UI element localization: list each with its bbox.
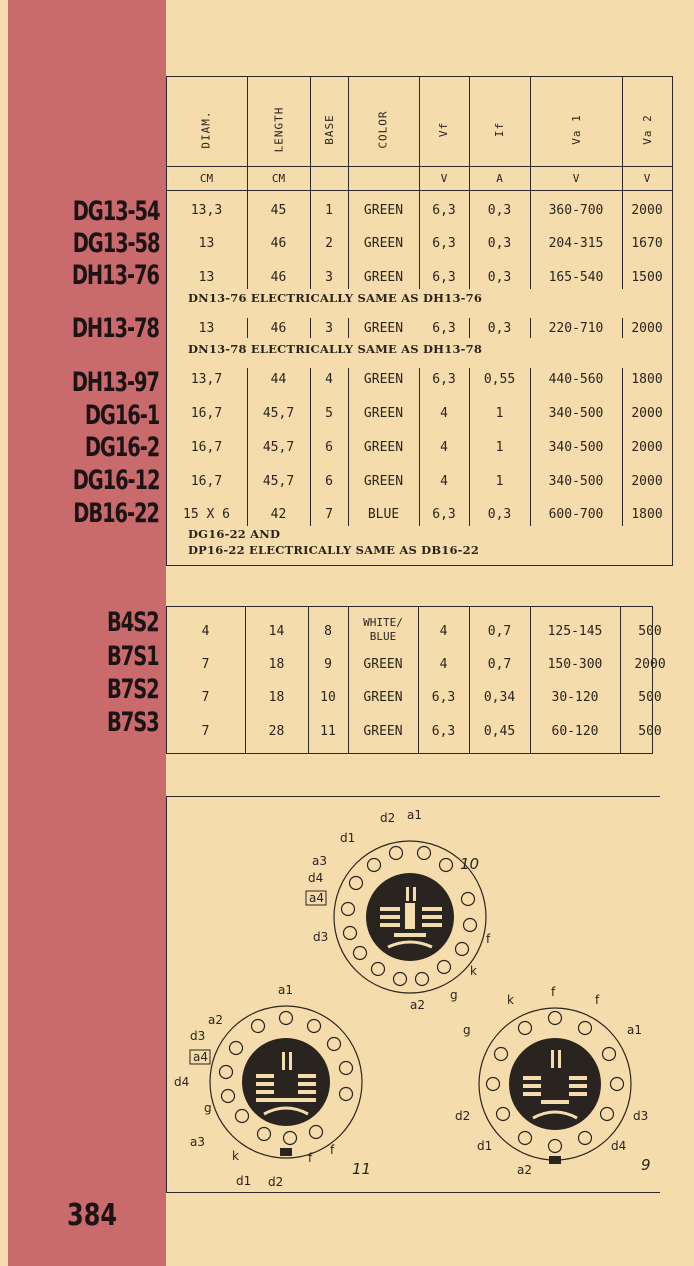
table-cell: 204-315 <box>548 236 604 251</box>
table-cell: 1 <box>325 203 333 218</box>
table-rule <box>166 565 672 566</box>
table-cell: 500 <box>638 624 662 639</box>
tube-name: DG16-1 <box>84 400 159 431</box>
svg-text:g: g <box>204 1101 212 1115</box>
tube-name: DH13-78 <box>71 313 159 344</box>
unit-label: V <box>572 172 580 185</box>
table-cell: 340-500 <box>548 440 604 455</box>
svg-text:f: f <box>486 932 491 946</box>
svg-text:d2: d2 <box>455 1109 471 1123</box>
tube-name: DG13-54 <box>72 196 159 227</box>
tube-name: DH13-97 <box>71 367 159 398</box>
table-cell: 3 <box>325 321 333 336</box>
table-cell: 46 <box>270 236 287 251</box>
table-cell: GREEN <box>363 440 404 455</box>
unit-label: V <box>643 172 651 185</box>
note: DP16-22 ELECTRICALLY SAME AS DB16-22 <box>188 543 480 557</box>
table-cell: 7 <box>201 657 210 672</box>
svg-text:f: f <box>308 1151 313 1165</box>
table-cell: 2000 <box>631 474 663 489</box>
table-cell: GREEN <box>363 203 404 218</box>
table-cell: GREEN <box>363 690 403 705</box>
table-cell: 6,3 <box>431 724 456 739</box>
table-cell: 28 <box>268 724 285 739</box>
table-cell: 46 <box>270 270 287 285</box>
table-cell: 4 <box>440 474 448 489</box>
table-cell: 1800 <box>631 372 663 387</box>
svg-text:d1: d1 <box>340 831 356 845</box>
table-cell: 500 <box>638 724 662 739</box>
tube-name: DH13-76 <box>71 260 159 291</box>
svg-text:g: g <box>463 1023 471 1037</box>
table-cell: 6 <box>325 440 333 455</box>
column-header: If <box>493 121 506 138</box>
table-cell: 0,3 <box>487 203 512 218</box>
table-cell: BLUE <box>367 507 400 522</box>
table-cell: 6,3 <box>432 372 456 387</box>
table-cell: 4 <box>201 624 210 639</box>
svg-text:d2: d2 <box>380 811 396 825</box>
table-cell: GREEN <box>363 321 404 336</box>
tube-name: B4S2 <box>107 607 159 638</box>
table-cell: 16,7 <box>190 474 223 489</box>
base-diagram-11 <box>174 983 371 1189</box>
table-cell: 16,7 <box>190 406 223 421</box>
table-cell: GREEN <box>363 724 403 739</box>
column-header: DIAM. <box>200 110 213 149</box>
note: DN13-76 ELECTRICALLY SAME AS DH13-76 <box>188 291 483 305</box>
table-cell: 13,7 <box>190 372 223 387</box>
table-cell: 13 <box>198 236 215 251</box>
table-cell: 18 <box>268 690 285 705</box>
table-cell: 0,45 <box>483 724 516 739</box>
svg-text:a2: a2 <box>410 998 425 1012</box>
tube-name: B7S2 <box>107 674 159 705</box>
table-rule <box>672 76 673 566</box>
table-cell: 14 <box>268 624 285 639</box>
table-cell: 6,3 <box>432 507 456 522</box>
unit-label: A <box>496 172 503 185</box>
svg-text:d4: d4 <box>308 871 324 885</box>
table-cell: 6,3 <box>432 321 456 336</box>
table-cell: 6,3 <box>432 236 456 251</box>
table-cell: GREEN <box>363 236 404 251</box>
table-cell: 1670 <box>631 236 663 251</box>
table-cell: 220-710 <box>548 321 604 336</box>
table-cell: 1 <box>495 474 504 489</box>
page-number: 384 <box>67 1198 118 1233</box>
table-rule <box>166 753 652 754</box>
table-cell: 6 <box>325 474 333 489</box>
table-cell: 10 <box>320 690 336 705</box>
table-cell: 5 <box>325 406 333 421</box>
table-cell: 8 <box>324 624 332 639</box>
svg-text:d4: d4 <box>611 1139 627 1153</box>
svg-text:d1: d1 <box>477 1139 493 1153</box>
svg-text:10: 10 <box>460 855 480 873</box>
svg-text:a4: a4 <box>309 891 324 905</box>
table-cell: 2000 <box>631 321 663 336</box>
svg-text:a3: a3 <box>190 1135 205 1149</box>
table-rule <box>166 606 652 607</box>
base-diagram-9 <box>455 985 651 1177</box>
column-header: BASE <box>322 114 336 145</box>
svg-text:d2: d2 <box>268 1175 284 1189</box>
svg-text:a1: a1 <box>627 1023 642 1037</box>
column-header: LENGTH <box>272 106 285 153</box>
tube-name: B7S3 <box>107 707 159 738</box>
table-cell: 6,3 <box>432 270 456 285</box>
tube-name: DG13-58 <box>72 228 159 259</box>
svg-text:k: k <box>470 964 477 978</box>
svg-text:f: f <box>551 985 556 999</box>
table-cell: 18 <box>268 657 285 672</box>
tube-name: B7S1 <box>107 641 159 672</box>
svg-text:a3: a3 <box>312 854 327 868</box>
table-cell: 2000 <box>634 657 666 672</box>
note: DG16-22 AND <box>188 527 281 541</box>
column-header: COLOR <box>377 110 390 149</box>
svg-text:a2: a2 <box>208 1013 223 1027</box>
table-cell: 16,7 <box>190 440 223 455</box>
table-cell: 4 <box>325 372 333 387</box>
table-cell: 2 <box>325 236 333 251</box>
table-cell: 30-120 <box>551 690 599 705</box>
svg-text:k: k <box>232 1149 239 1163</box>
table-cell: 340-500 <box>548 474 604 489</box>
table-cell: 2000 <box>631 203 663 218</box>
table-cell: 1500 <box>631 270 663 285</box>
table-cell: GREEN <box>363 372 404 387</box>
svg-text:d3: d3 <box>313 930 329 944</box>
table-cell: 4 <box>440 440 448 455</box>
table-cell: 45,7 <box>262 440 295 455</box>
svg-text:d1: d1 <box>236 1174 252 1188</box>
svg-text:k: k <box>507 993 514 1007</box>
table-cell: 7 <box>201 724 210 739</box>
table-cell: WHITE/ BLUE <box>363 616 403 643</box>
table-cell: 600-700 <box>548 507 604 522</box>
table-cell: GREEN <box>363 406 404 421</box>
svg-text:a4: a4 <box>193 1050 208 1064</box>
table-cell: 9 <box>324 657 332 672</box>
table-cell: 45,7 <box>262 406 295 421</box>
base-diagram-10 <box>306 808 491 1012</box>
svg-text:d3: d3 <box>633 1109 649 1123</box>
table-cell: 0,3 <box>487 321 512 336</box>
table-cell: 0,7 <box>487 624 512 639</box>
table-cell: 3 <box>325 270 333 285</box>
svg-text:f: f <box>330 1143 335 1157</box>
table-cell: 0,55 <box>483 372 516 387</box>
unit-label: CM <box>199 172 214 185</box>
table-cell: 1 <box>495 440 504 455</box>
table-cell: 13,3 <box>190 203 223 218</box>
table-cell: 0,3 <box>487 507 512 522</box>
table-cell: 500 <box>638 690 662 705</box>
column-header: Va 1 <box>569 114 583 145</box>
table-cell: 7 <box>201 690 210 705</box>
base-diagrams <box>166 796 666 1196</box>
tube-name: DG16-12 <box>72 465 159 496</box>
unit-label: CM <box>271 172 286 185</box>
svg-text:11: 11 <box>352 1160 372 1178</box>
column-header: Vf <box>437 121 451 138</box>
table-cell: 4 <box>440 406 448 421</box>
table-cell: 7 <box>325 507 333 522</box>
table-cell: 0,34 <box>483 690 516 705</box>
table-cell: 1 <box>495 406 504 421</box>
note: DN13-78 ELECTRICALLY SAME AS DH13-78 <box>188 342 483 356</box>
table-cell: 4 <box>439 657 448 672</box>
table-cell: 440-560 <box>548 372 604 387</box>
table-cell: 2000 <box>631 440 663 455</box>
table-cell: 0,3 <box>487 270 512 285</box>
table-cell: 6,3 <box>432 203 456 218</box>
svg-text:9: 9 <box>641 1156 651 1174</box>
table-cell: 4 <box>439 624 448 639</box>
table-cell: 15 X 6 <box>183 507 230 522</box>
svg-text:a2: a2 <box>517 1163 532 1177</box>
table-cell: 360-700 <box>548 203 604 218</box>
svg-text:d4: d4 <box>174 1075 190 1089</box>
table-cell: 11 <box>320 724 336 739</box>
svg-text:d3: d3 <box>190 1029 206 1043</box>
table-cell: 46 <box>270 321 287 336</box>
table-cell: 125-145 <box>547 624 603 639</box>
tube-name: DB16-22 <box>73 498 159 529</box>
table-cell: 44 <box>270 372 287 387</box>
table-cell: 2000 <box>631 406 663 421</box>
svg-text:a1: a1 <box>407 808 422 822</box>
table-cell: 60-120 <box>551 724 599 739</box>
table-cell: 45 <box>270 203 287 218</box>
table-cell: GREEN <box>363 657 403 672</box>
table-cell: GREEN <box>363 270 404 285</box>
svg-text:g: g <box>450 988 458 1002</box>
table-cell: 42 <box>270 507 287 522</box>
table-cell: 1800 <box>631 507 663 522</box>
table-cell: 165-540 <box>548 270 604 285</box>
unit-label: V <box>440 172 448 185</box>
table-cell: 13 <box>198 321 215 336</box>
table-cell: 6,3 <box>431 690 456 705</box>
table-cell: 150-300 <box>547 657 603 672</box>
table-cell: 340-500 <box>548 406 604 421</box>
table-cell: 13 <box>198 270 215 285</box>
svg-text:a1: a1 <box>278 983 293 997</box>
tube-name: DG16-2 <box>84 432 159 463</box>
svg-text:f: f <box>595 993 600 1007</box>
column-header: Va 2 <box>640 114 654 145</box>
table-cell: 45,7 <box>262 474 295 489</box>
table-cell: 0,7 <box>487 657 512 672</box>
table-cell: GREEN <box>363 474 404 489</box>
table-cell: 0,3 <box>487 236 512 251</box>
